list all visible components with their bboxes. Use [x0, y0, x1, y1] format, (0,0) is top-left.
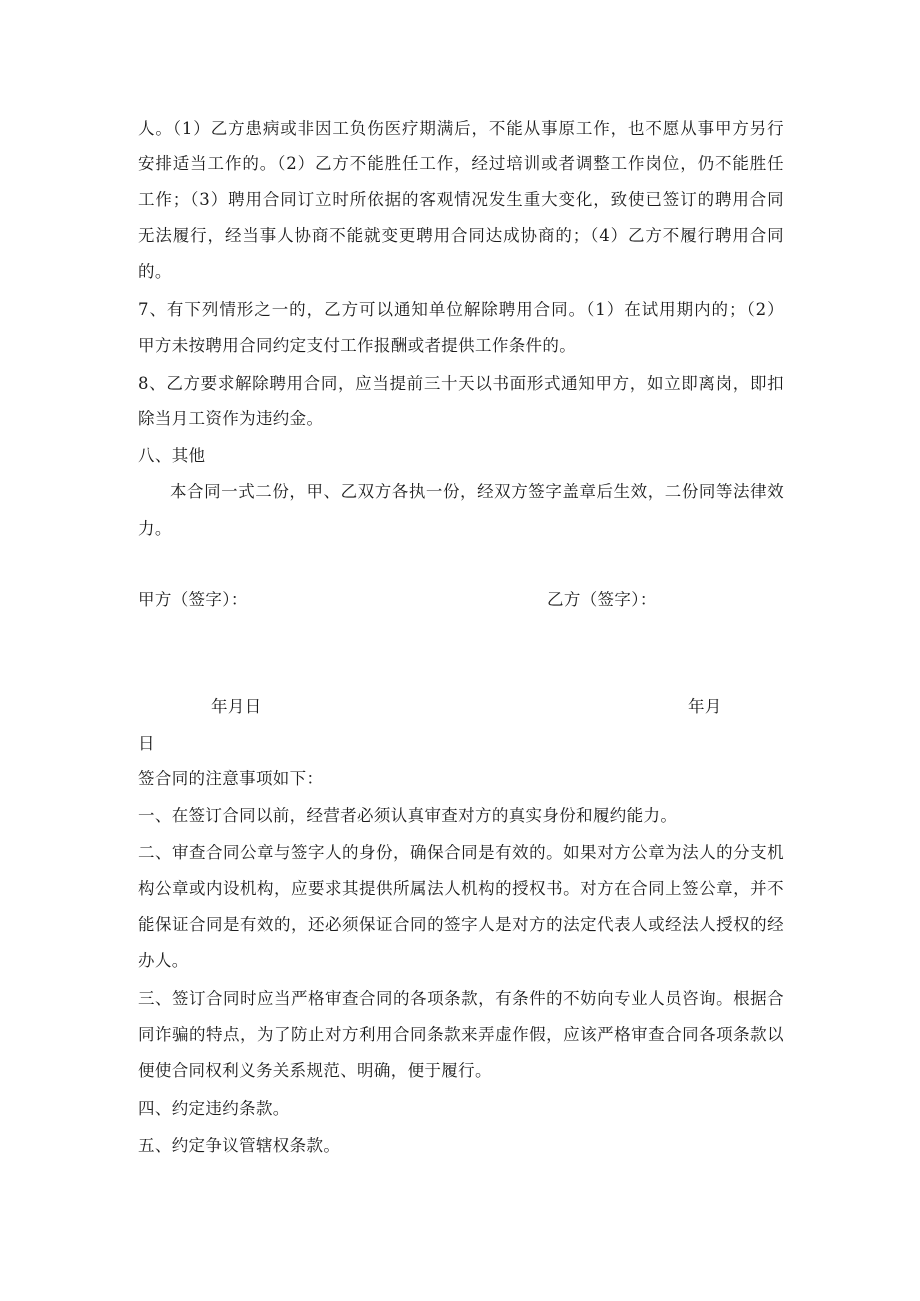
note-2-line-3: 能保证合同是有效的，还必须保证合同的签字人是对方的法定代表人或经法人授权的经 [138, 915, 784, 934]
section8-body-line-2: 力。 [138, 519, 172, 538]
clause6-line-1: 人。（1）乙方患病或非因工负伤医疗期满后，不能从事原工作，也不愿从事甲方另行 [138, 119, 784, 138]
clause7-line-1: 7、有下列情形之一的，乙方可以通知单位解除聘用合同。（1）在试用期内的；（2） [138, 300, 784, 319]
clause6-line-5: 的。 [138, 262, 172, 281]
note-2-line-4: 办人。 [138, 951, 189, 970]
note-2-line-1: 二、审查合同公章与签字人的身份，确保合同是有效的。如果对方公章为法人的分支机 [138, 843, 784, 862]
clause8-line-1: 8、乙方要求解除聘用合同，应当提前三十天以书面形式通知甲方，如立即离岗，即扣 [138, 374, 784, 393]
note-5: 五、约定争议管辖权条款。 [138, 1136, 341, 1155]
section8-title: 八、其他 [138, 446, 206, 465]
note-1: 一、在签订合同以前，经营者必须认真审查对方的真实身份和履约能力。 [138, 806, 678, 825]
note-3-line-1: 三、签订合同时应当严格审查合同的各项条款，有条件的不妨向专业人员咨询。根据合 [138, 989, 784, 1008]
clause7-line-2: 甲方未按聘用合同约定支付工作报酬或者提供工作条件的。 [138, 336, 577, 355]
party-a-signature-label: 甲方（签字）： [138, 590, 248, 609]
section8-body-line-1: 本合同一式二份，甲、乙双方各执一份，经双方签字盖章后生效，二份同等法律效 [170, 482, 784, 501]
party-b-date-label: 年月 [688, 697, 722, 716]
party-a-date-label: 年月日 [211, 697, 262, 716]
notes-title: 签合同的注意事项如下： [138, 769, 324, 788]
note-2-line-2: 构公章或内设机构，应要求其提供所属法人机构的授权书。对方在合同上签公章，并不 [138, 879, 784, 898]
clause8-line-2: 除当月工资作为违约金。 [138, 409, 324, 428]
clause6-line-4: 无法履行，经当事人协商不能就变更聘用合同达成协商的；（4）乙方不履行聘用合同 [138, 226, 784, 245]
clause6-line-3: 工作；（3）聘用合同订立时所依据的客观情况发生重大变化，致使已签订的聘用合同 [138, 190, 784, 209]
note-3-line-2: 同诈骗的特点，为了防止对方利用合同条款来弄虚作假，应该严格审查合同各项条款以 [138, 1025, 784, 1044]
note-4: 四、约定违约条款。 [138, 1099, 290, 1118]
party-b-signature-label: 乙方（签字）： [547, 590, 657, 609]
party-b-date-day: 日 [138, 734, 155, 753]
note-3-line-3: 便使合同权利义务关系规范、明确，便于履行。 [138, 1061, 492, 1080]
clause6-line-2: 安排适当工作的。（2）乙方不能胜任工作，经过培训或者调整工作岗位，仍不能胜任 [138, 154, 784, 173]
